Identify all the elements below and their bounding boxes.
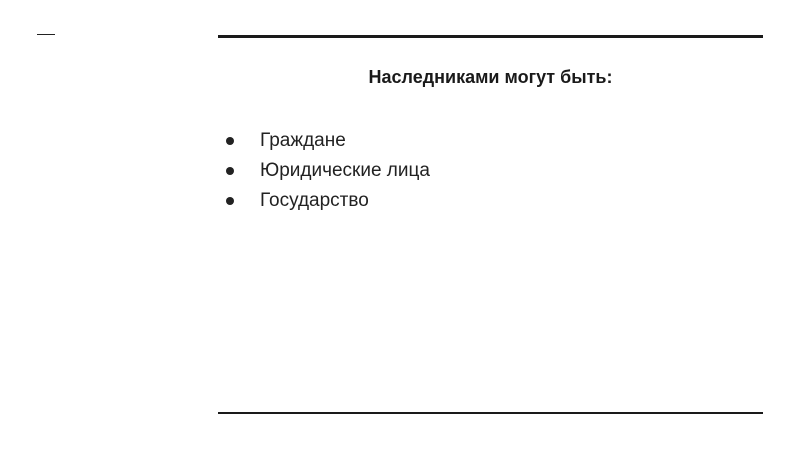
bullet-icon: [226, 197, 234, 205]
corner-dash-decoration: [37, 34, 55, 35]
list-item-citizens: [226, 126, 430, 156]
list-item-label: Государство: [260, 190, 369, 211]
list-item-label: Граждане: [260, 130, 346, 151]
heirs-list: [226, 126, 430, 216]
list-item-label: Юридические лица: [260, 160, 430, 181]
top-divider: [218, 35, 763, 38]
slide-title: Наследниками могут быть:: [368, 67, 613, 87]
bullet-icon: [226, 167, 234, 175]
list-item-state: [226, 186, 430, 216]
list-item-legal-entities: [226, 156, 430, 186]
bullet-icon: [226, 137, 234, 145]
bottom-divider: [218, 412, 763, 414]
